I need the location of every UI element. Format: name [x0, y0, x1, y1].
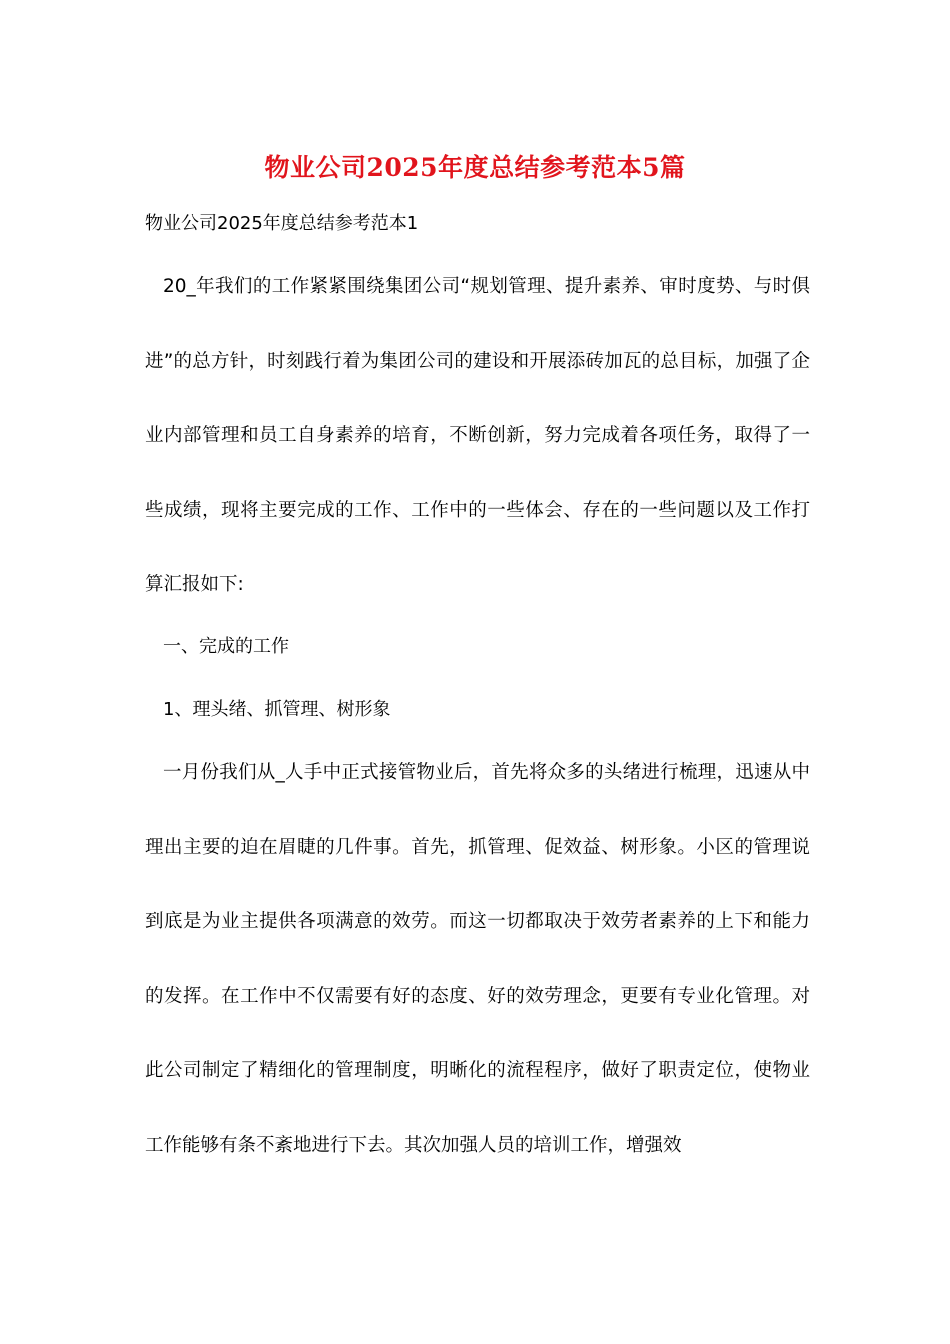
- subsection-heading: 1、理头绪、抓管理、树形象: [163, 699, 391, 720]
- section-heading: 一、完成的工作: [163, 636, 289, 657]
- paragraph-body: 一月份我们从_人手中正式接管物业后，首先将众多的头绪进行梳理，迅速从中理出主要的迫在眉睫的几件事。首先，抓管理、促效益、树形象。小区的管理说到底是为业主提供各项满意的效劳。而这一切都取决于效劳者素养的上下和能力的发挥。在工作中不仅需要有好的态度、好的效劳理念，更要有专业化管理。对此公司制定了精细化的管理制度，明晰化的流程程序，做好了职责定位，使物业工作能够有条不紊地进行下去。其次加强人员的培训工作，增强效: [145, 762, 810, 1156]
- document-subtitle: 物业公司2025年度总结参考范本1: [145, 213, 419, 234]
- paragraph-intro: 20_年我们的工作紧紧围绕集团公司“规划管理、提升素养、审时度势、与时俱进”的总方针，时刻践行着为集团公司的建设和开展添砖加瓦的总目标，加强了企业内部管理和员工自身素养的培育，不断创新，努力完成着各项任务，取得了一些成绩，现将主要完成的工作、工作中的一些体会、存在的一些问题以及工作打算汇报如下:: [145, 276, 810, 595]
- document-title: 物业公司2025年度总结参考范本5篇: [264, 153, 686, 182]
